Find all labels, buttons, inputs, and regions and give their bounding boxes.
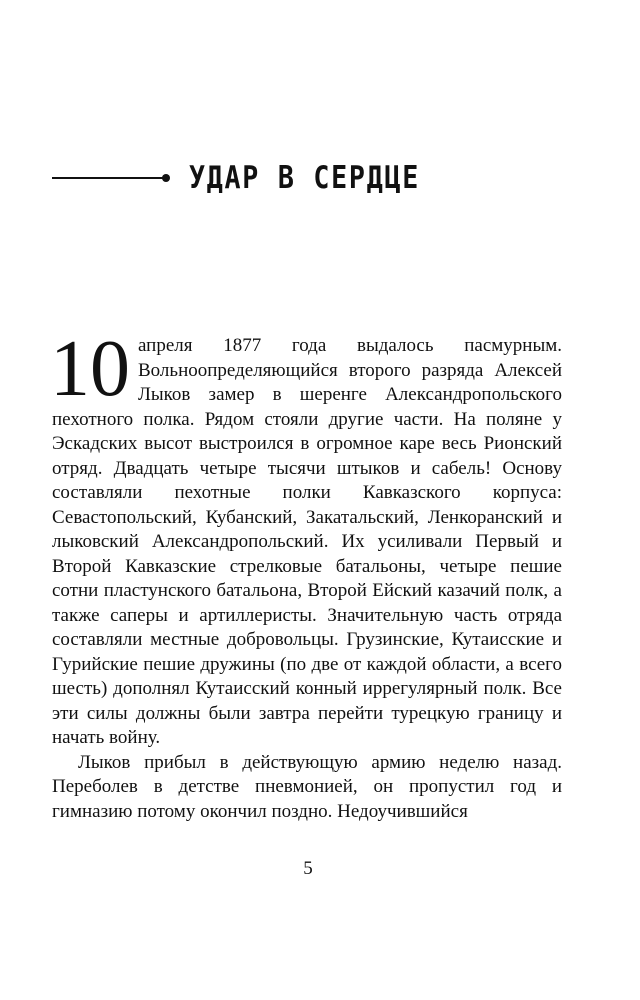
chapter-title: УДАР В СЕРДЦЕ	[189, 160, 421, 196]
heading-rule	[52, 177, 164, 179]
drop-cap: 10	[50, 325, 130, 413]
heading-bullet	[162, 174, 170, 182]
paragraph-text: Лыков прибыл в действующую армию неделю назад. Переболев в детстве пневмонией, он пропустил год и гимназию потому окончил поздно. Недоучившийся	[52, 751, 562, 822]
body-text	[50, 325, 562, 824]
page-number: 5	[303, 858, 313, 879]
paragraph	[50, 325, 562, 751]
paragraph-text: апреля 1877 года выдалось пасмурным. Вольноопределяющийся второго разряда Алексей Лыков замер в шеренге Александропольского пехотного полка. Рядом стояли другие части. На поляне у Эскадских высот выстроился в огромное каре весь Рионский отряд. Двадцать четыре тысячи штыков и сабель! Основу составляли пехотные полки Кавказского корпуса: Севастопольский, Кубанский, Закатальский, Ленкоранский и лыковский Александропольский. Их усиливали Первый и Второй Кавказские стрелковые батальоны, четыре пешие сотни пластунского батальона, Второй Ейский казачий полк, а также саперы и артиллеристы. Значительную часть отряда составляли местные добровольцы. Грузинские, Кутаисские и Гурийские пешие дружины (по две от каждой области, а всего шесть) дополнял Кутаисский конный иррегулярный полк. Все эти силы должны были завтра перейти турецкую границу и начать войну.	[52, 335, 562, 748]
paragraph	[52, 751, 562, 825]
chapter-heading	[52, 150, 572, 206]
